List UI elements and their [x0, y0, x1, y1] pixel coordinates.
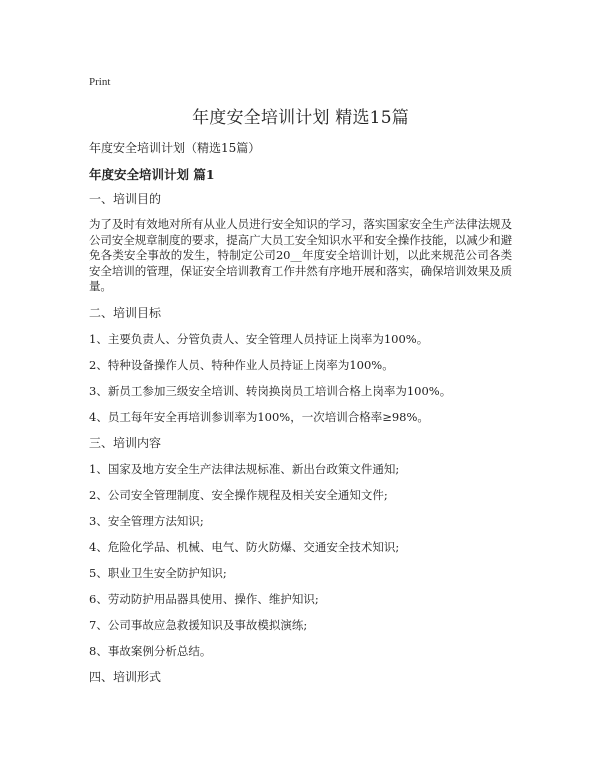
list-item: 2、特种设备操作人员、特种作业人员持证上岗率为100%。 [89, 357, 394, 372]
list-item: 4、员工每年安全再培训参训率为100%，一次培训合格率≥98%。 [89, 409, 429, 424]
list-item: 6、劳动防护用品器具使用、操作、维护知识; [89, 591, 319, 606]
section-heading: 二、培训目标 [89, 305, 162, 320]
section-paragraph: 为了及时有效地对所有从业人员进行安全知识的学习，落实国家安全生产法律法规及公司安全规章制度的要求，提高广大员工安全知识水平和安全操作技能，以减少和避免各类安全事故的发生，特制定公司20__年度安全培训计划，以此来规范公司各类安全培训的管理，保证安全培训教育工作井然有序地开展和落实，确保培训效果及质量。 [89, 217, 512, 293]
section-format [89, 669, 512, 685]
list-item: 3、新员工参加三级安全培训、转岗换岗员工培训合格上岗率为100%。 [89, 383, 452, 398]
document-subtitle: 年度安全培训计划（精选15篇） [89, 141, 261, 155]
section-title: 年度安全培训计划 篇1 [89, 167, 215, 182]
list-item: 4、危险化学品、机械、电气、防火防爆、交通安全技术知识; [89, 539, 400, 554]
print-link[interactable]: Print [89, 76, 111, 88]
section-heading: 一、培训目的 [89, 192, 162, 206]
list-item: 2、公司安全管理制度、安全操作规程及相关安全通知文件; [89, 487, 388, 502]
list-item: 1、国家及地方安全生产法律法规标准、新出台政策文件通知; [89, 461, 400, 476]
section-content [89, 435, 512, 659]
section-heading: 四、培训形式 [89, 669, 162, 684]
section-goals [89, 305, 512, 425]
list-item: 8、事故案例分析总结。 [89, 643, 212, 658]
section-heading: 三、培训内容 [89, 435, 162, 450]
list-item: 3、安全管理方法知识; [89, 513, 204, 528]
section-purpose [89, 191, 512, 295]
list-item: 5、职业卫生安全防护知识; [89, 565, 227, 580]
document-title: 年度安全培训计划 精选15篇 [192, 108, 409, 128]
list-item: 7、公司事故应急救援知识及事故模拟演练; [89, 617, 308, 632]
list-item: 1、主要负责人、分管负责人、安全管理人员持证上岗率为100%。 [89, 331, 429, 346]
